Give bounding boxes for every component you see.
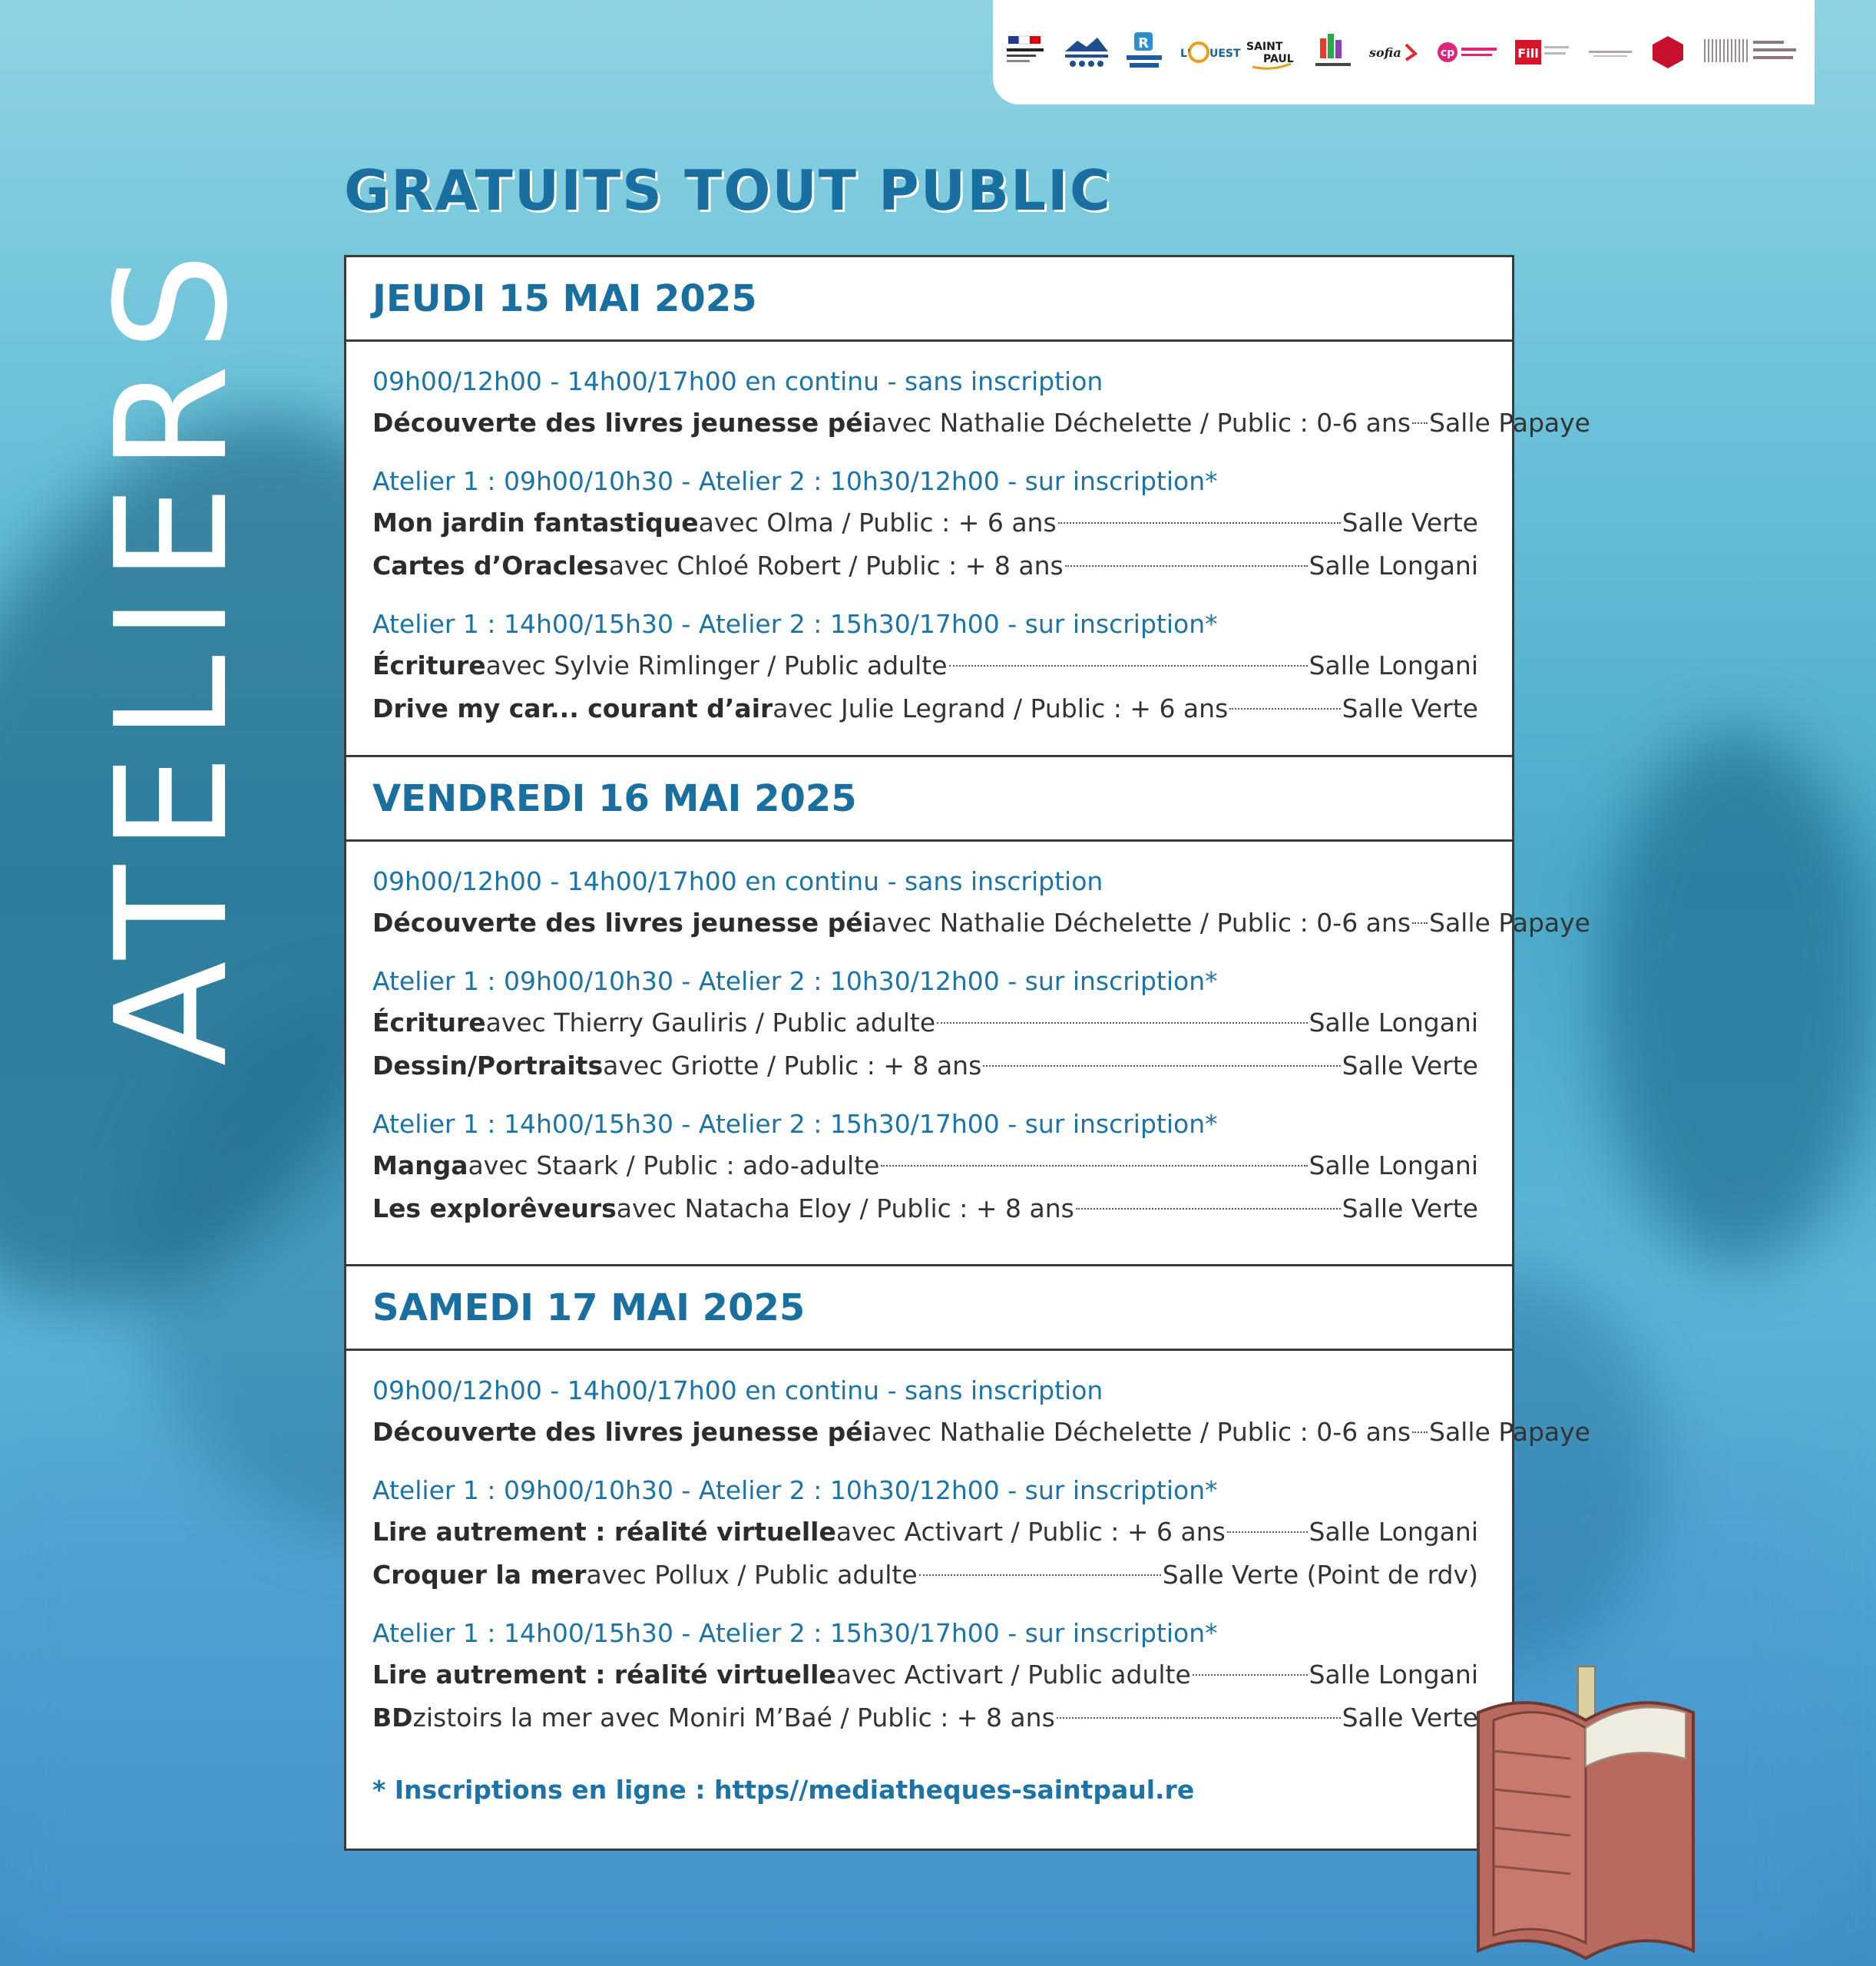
svg-text:sofia: sofia xyxy=(1369,45,1401,60)
time-slot xyxy=(372,961,1486,1087)
workshop-room: Salle Longani xyxy=(1309,1660,1478,1690)
workshop-row xyxy=(372,1511,1478,1554)
mediatheques-logo xyxy=(1312,31,1354,74)
workshop-name: Découverte des livres jeunesse péi xyxy=(372,1417,872,1447)
sofia-logo xyxy=(1368,31,1421,74)
workshop-room: Salle Verte xyxy=(1342,1051,1478,1081)
red-hexagon-logo xyxy=(1649,31,1687,74)
leader-dots xyxy=(919,1574,1161,1576)
slot-time: 09h00/12h00 - 14h00/17h00 en continu - sans inscription xyxy=(372,366,1103,396)
workshop-row xyxy=(372,1001,1478,1044)
workshop-room: Salle Verte (Point de rdv) xyxy=(1162,1560,1478,1590)
leader-dots xyxy=(1412,1431,1428,1433)
time-slot xyxy=(372,1471,1486,1597)
svg-text:L': L' xyxy=(1180,48,1191,60)
workshop-details: avec Activart / Public adulte xyxy=(835,1660,1191,1690)
workshop-room: Salle Longani xyxy=(1309,551,1478,581)
workshop-name: Dessin/Portraits xyxy=(372,1051,604,1081)
workshop-room: Salle Papaye xyxy=(1429,908,1590,938)
workshop-row xyxy=(372,501,1478,544)
workshop-name: Mon jardin fantastique xyxy=(372,508,699,538)
workshop-details: zistoirs la mer avec Moniri M’Baé / Public : + 8 ans xyxy=(412,1703,1055,1733)
workshop-details: avec Activart / Public : + 6 ans xyxy=(835,1517,1226,1547)
leader-dots xyxy=(1227,1531,1308,1533)
leader-dots xyxy=(1412,422,1428,424)
workshop-details: avec Griotte / Public : + 8 ans xyxy=(603,1051,982,1081)
workshop-room: Salle Verte xyxy=(1342,1703,1478,1733)
workshop-name: Écriture xyxy=(372,650,486,680)
workshop-name: BD xyxy=(372,1703,413,1733)
workshop-name: Lire autrement : réalité virtuelle xyxy=(372,1517,836,1547)
leader-dots xyxy=(937,1022,1307,1024)
time-slot xyxy=(372,862,1590,945)
open-book-illustration xyxy=(1463,1659,1701,1966)
prefet-reunion-logo xyxy=(1002,31,1048,74)
svg-text:cp: cp xyxy=(1440,47,1455,59)
svg-text:SAINT: SAINT xyxy=(1246,41,1283,53)
workshop-name: Découverte des livres jeunesse péi xyxy=(372,408,872,438)
workshop-room: Salle Longani xyxy=(1309,1150,1478,1180)
time-slot xyxy=(372,1104,1486,1230)
workshop-details: avec Sylvie Rimlinger / Public adulte xyxy=(485,650,948,680)
day-title: VENDREDI 16 MAI 2025 xyxy=(346,757,1512,842)
slot-time: 09h00/12h00 - 14h00/17h00 en continu - sans inscription xyxy=(372,866,1103,896)
workshop-details: avec Natacha Eloy / Public : + 8 ans xyxy=(616,1193,1074,1223)
slot-time: Atelier 1 : 09h00/10h30 - Atelier 2 : 10h30/12h00 - sur inscription* xyxy=(372,966,1218,996)
workshop-name: Les explorêveurs xyxy=(372,1193,617,1223)
workshop-row xyxy=(372,902,1590,945)
svg-text:UEST: UEST xyxy=(1209,48,1241,60)
leader-dots xyxy=(1076,1208,1341,1210)
page-title: GRATUITS TOUT PUBLIC xyxy=(344,158,1112,223)
workshop-name: Découverte des livres jeunesse péi xyxy=(372,908,872,938)
leader-dots xyxy=(1229,708,1340,710)
workshop-row xyxy=(372,1044,1478,1087)
workshop-details: avec Nathalie Déchelette / Public : 0-6 ans xyxy=(871,908,1411,938)
workshop-row xyxy=(372,1411,1590,1454)
background-brush-right xyxy=(1600,730,1876,1267)
registration-footnote: * Inscriptions en ligne : https//mediatheques-saintpaul.re xyxy=(372,1775,1195,1805)
leader-dots xyxy=(881,1165,1307,1167)
time-slot xyxy=(372,604,1486,730)
ateliers-vertical-title: ATELIERS xyxy=(83,239,262,1067)
day-title: JEUDI 15 MAI 2025 xyxy=(346,257,1512,342)
leader-dots xyxy=(1193,1674,1308,1676)
day-section xyxy=(346,755,1590,1247)
slot-time: Atelier 1 : 14h00/15h30 - Atelier 2 : 15h30/17h00 - sur inscription* xyxy=(372,1618,1218,1648)
workshop-name: Cartes d’Oracles xyxy=(372,551,609,581)
workshop-details: avec Julie Legrand / Public : + 6 ans xyxy=(773,693,1229,723)
workshop-room: Salle Verte xyxy=(1342,693,1478,723)
workshop-room: Salle Longani xyxy=(1309,1008,1478,1038)
workshop-details: avec Pollux / Public adulte xyxy=(586,1560,918,1590)
time-slot xyxy=(372,1371,1590,1454)
workshop-name: Manga xyxy=(372,1150,468,1180)
slot-time: Atelier 1 : 09h00/10h30 - Atelier 2 : 10h30/12h00 - sur inscription* xyxy=(372,1475,1218,1505)
workshop-room: Salle Longani xyxy=(1309,1517,1478,1547)
schedule-panel xyxy=(344,255,1590,1851)
workshop-row xyxy=(372,544,1478,587)
workshop-row xyxy=(372,1554,1478,1597)
leader-dots xyxy=(949,665,1308,667)
workshop-room: Salle Verte xyxy=(1342,1193,1478,1223)
workshop-row xyxy=(372,687,1478,730)
workshop-row xyxy=(372,1144,1478,1187)
reunion-des-livres-logo xyxy=(1701,31,1805,74)
slot-time: 09h00/12h00 - 14h00/17h00 en continu - sans inscription xyxy=(372,1375,1103,1405)
workshop-details: avec Chloé Robert / Public : + 8 ans xyxy=(608,551,1064,581)
time-slot xyxy=(372,362,1590,445)
day-section xyxy=(346,257,1590,747)
workshop-details: avec Olma / Public : + 6 ans xyxy=(698,508,1057,538)
workshop-name: Croquer la mer xyxy=(372,1560,587,1590)
slot-time: Atelier 1 : 14h00/15h30 - Atelier 2 : 15h30/17h00 - sur inscription* xyxy=(372,609,1218,639)
leader-dots xyxy=(1058,522,1341,524)
workshop-row xyxy=(372,644,1478,687)
day-section xyxy=(346,1264,1590,1756)
workshop-details: avec Thierry Gauliris / Public adulte xyxy=(485,1008,936,1038)
workshop-room: Salle Papaye xyxy=(1429,408,1590,438)
workshop-name: Lire autrement : réalité virtuelle xyxy=(372,1660,836,1690)
day-title: SAMEDI 17 MAI 2025 xyxy=(346,1266,1512,1351)
workshop-room: Salle Verte xyxy=(1342,508,1478,538)
time-slot xyxy=(372,462,1486,587)
slot-time: Atelier 1 : 14h00/15h30 - Atelier 2 : 15h30/17h00 - sur inscription* xyxy=(372,1109,1218,1139)
workshop-room: Salle Papaye xyxy=(1429,1417,1590,1447)
workshop-details: avec Nathalie Déchelette / Public : 0-6 ans xyxy=(871,1417,1411,1447)
partner-logo-bar xyxy=(993,0,1815,104)
leader-dots xyxy=(983,1065,1340,1067)
workshop-details: avec Staark / Public : ado-adulte xyxy=(468,1150,880,1180)
slot-time: Atelier 1 : 09h00/10h30 - Atelier 2 : 10h30/12h00 - sur inscription* xyxy=(372,466,1218,496)
saint-paul-logo xyxy=(1245,31,1299,74)
workshop-row xyxy=(372,402,1590,445)
time-slot xyxy=(372,1614,1486,1739)
svg-text:PAUL: PAUL xyxy=(1263,53,1294,65)
svg-text:R: R xyxy=(1138,35,1149,51)
workshop-row xyxy=(372,1696,1478,1739)
territoires-logo xyxy=(1586,31,1635,74)
region-reunion-logo xyxy=(1062,31,1111,74)
leader-dots xyxy=(1412,922,1428,924)
workshop-room: Salle Longani xyxy=(1309,650,1478,680)
departement-reunion-logo xyxy=(1125,31,1163,74)
copie-privee-logo xyxy=(1435,31,1500,74)
fill-logo xyxy=(1514,31,1572,74)
svg-text:Fill: Fill xyxy=(1517,46,1539,61)
leader-dots xyxy=(1057,1717,1341,1719)
ouest-logo xyxy=(1177,31,1241,74)
leader-dots xyxy=(1065,565,1308,567)
workshop-row xyxy=(372,1653,1478,1696)
workshop-name: Drive my car... courant d’air xyxy=(372,693,773,723)
workshop-details: avec Nathalie Déchelette / Public : 0-6 ans xyxy=(871,408,1411,438)
workshop-name: Écriture xyxy=(372,1008,486,1038)
workshop-row xyxy=(372,1187,1478,1230)
